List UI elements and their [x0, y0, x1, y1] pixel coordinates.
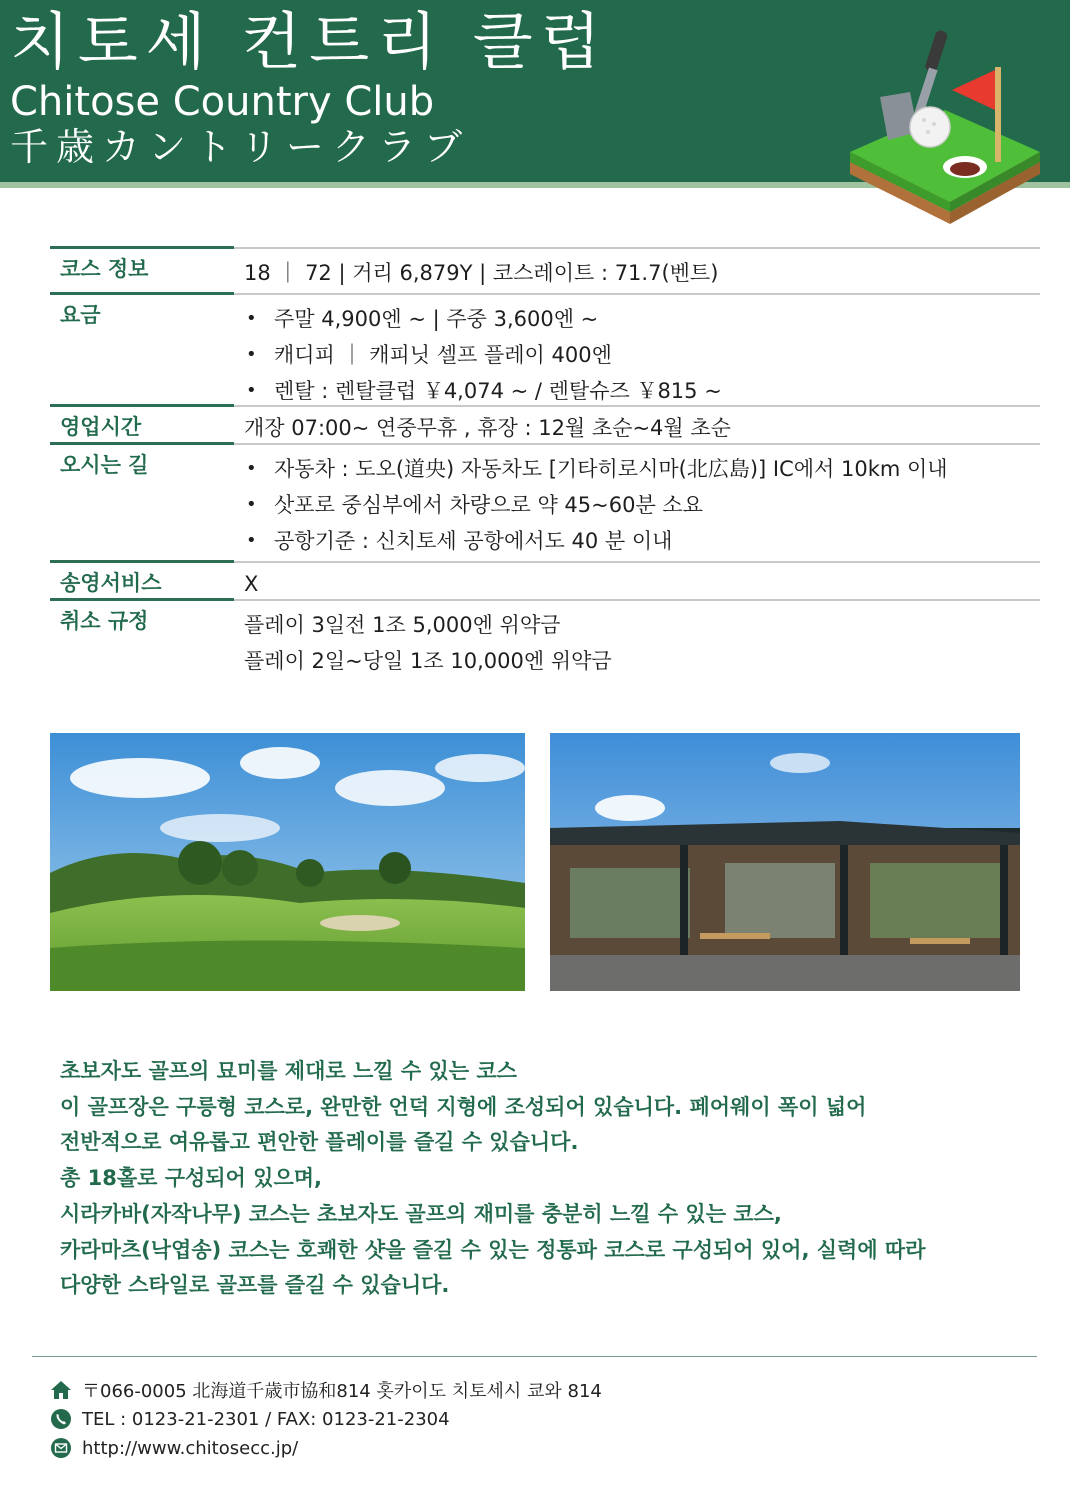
description-line: 이 골프장은 구릉형 코스로, 완만한 언덕 지형에 조성되어 있습니다. 페어웨이 폭이 넓어 — [60, 1094, 867, 1119]
info-value: 18 ｜ 72 | 거리 6,879Y | 코스레이트 : 71.7(벤트) — [234, 247, 1040, 292]
golf-course-icon — [840, 12, 1050, 227]
info-value — [234, 293, 1040, 404]
website-link[interactable]: http://www.chitosecc.jp/ — [82, 1437, 299, 1459]
phone-text: TEL : 0123-21-2301 / FAX: 0123-21-2304 — [82, 1408, 450, 1430]
info-row-cancel — [50, 598, 1040, 678]
contact-web[interactable] — [50, 1434, 850, 1462]
page-title-japanese: 千歳カントリークラブ — [10, 125, 471, 169]
list-item: • 자동차 : 도오(道央) 자동차도 [기타히로시마(北広島)] IC에서 10km 이내 — [244, 451, 1040, 487]
home-icon — [50, 1379, 72, 1401]
list-item: • 삿포로 중심부에서 차량으로 약 45~60분 소요 — [244, 487, 1040, 523]
list-item: • 렌탈 : 렌탈클럽 ￥4,074 ~ / 렌탈슈즈 ￥815 ~ — [244, 373, 1040, 409]
description-line: 카라마츠(낙엽송) 코스는 호쾌한 샷을 즐길 수 있는 정통파 코스로 구성되어 있어, 실력에 따라 — [60, 1237, 926, 1262]
description-line: 총 18홀로 구성되어 있으며, — [60, 1166, 322, 1191]
address-text: 〒066-0005 北海道千歳市協和814 홋카이도 치토세시 쿄와 814 — [82, 1381, 602, 1402]
contact-phone — [50, 1405, 850, 1433]
info-label: 요금 — [50, 292, 234, 404]
info-row-course — [50, 246, 1040, 292]
footer-divider — [32, 1356, 1037, 1357]
info-label: 오시는 길 — [50, 442, 234, 560]
golf-course-photo — [50, 733, 525, 991]
list-item: • 공항기준 : 신치토세 공항에서도 40 분 이내 — [244, 523, 1040, 559]
info-value: 개장 07:00~ 연중무휴 , 휴장 : 12월 초순~4월 초순 — [234, 405, 1040, 442]
page-title-english: Chitose Country Club — [10, 79, 435, 125]
cancel-line: 플레이 3일전 1조 5,000엔 위약금 — [244, 613, 561, 637]
cancel-line: 플레이 2일~당일 1조 10,000엔 위약금 — [244, 649, 612, 673]
course-info-table — [50, 246, 1040, 678]
list-item: • 캐디피 ｜ 캐피닛 셀프 플레이 400엔 — [244, 337, 1040, 373]
info-label: 코스 정보 — [50, 246, 234, 292]
info-row-hours — [50, 404, 1040, 442]
description-line: 다양한 스타일로 골프를 즐길 수 있습니다. — [60, 1273, 450, 1298]
info-label: 취소 규정 — [50, 598, 234, 678]
description-line: 전반적으로 여유롭고 편안한 플레이를 즐길 수 있습니다. — [60, 1130, 579, 1155]
info-value — [234, 443, 1040, 560]
clubhouse-photo — [550, 733, 1020, 991]
contact-address — [50, 1376, 850, 1404]
course-description — [60, 1054, 1050, 1304]
description-line: 초보자도 골프의 묘미를 제대로 느낄 수 있는 코스 — [60, 1059, 517, 1083]
list-item: • 주말 4,900엔 ~ | 주중 3,600엔 ~ — [244, 301, 1040, 337]
info-value — [234, 599, 1040, 678]
info-row-shuttle — [50, 560, 1040, 598]
phone-icon — [50, 1408, 72, 1430]
info-value: X — [234, 561, 1040, 598]
page-title-korean: 치토세 컨트리 클럽 — [10, 5, 609, 78]
mail-icon — [50, 1437, 72, 1459]
info-row-fees — [50, 292, 1040, 404]
info-row-directions — [50, 442, 1040, 560]
info-label: 영업시간 — [50, 404, 234, 442]
description-line: 시라카바(자작나무) 코스는 초보자도 골프의 재미를 충분히 느낄 수 있는 코스, — [60, 1201, 782, 1226]
info-label: 송영서비스 — [50, 560, 234, 598]
